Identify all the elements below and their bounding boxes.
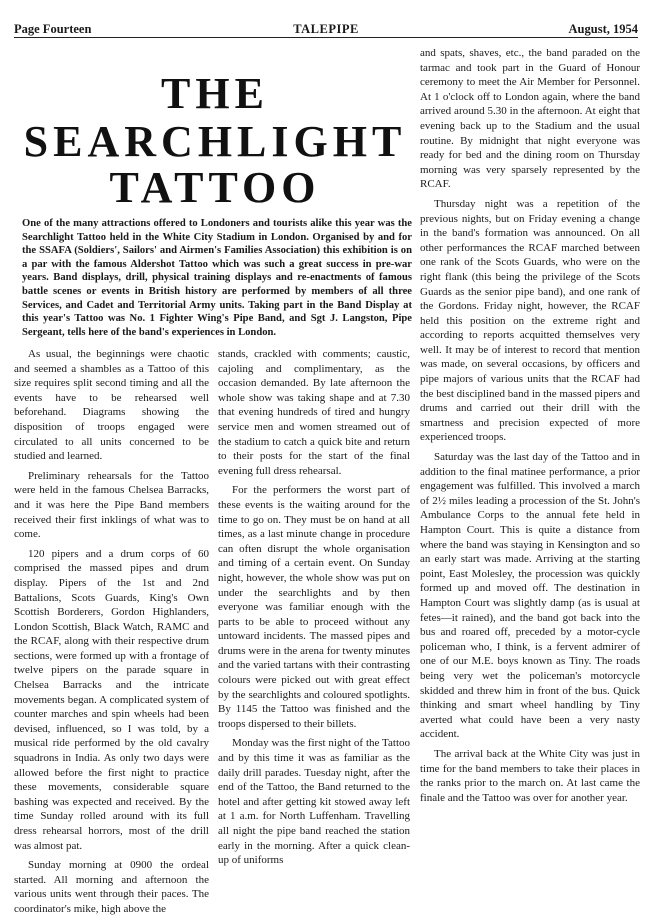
publication-name: TALEPIPE bbox=[293, 22, 359, 36]
page-number: Page Fourteen bbox=[14, 22, 92, 36]
paragraph: Sunday morning at 0900 the ordeal started. All morning and afternoon the various units went through their paces. The coordinator's mike, high above the bbox=[14, 859, 209, 915]
title-line-2: SEARCHLIGHT bbox=[23, 117, 407, 166]
title-line-1: THE bbox=[161, 69, 269, 118]
paragraph: 120 pipers and a drum corps of 60 comprised the massed pipes and drum display. Pipers of the 1st and 2nd Battalions, Scots Guards, King's Own Scottish Borderers, Gordon Highlanders, London Scottish, Black Watch, RAMC and the RCAF, along with their respective drum sections, were formed up with a frontage of twelve pipers on the parade square in Chelsea Barracks and the intricate movements began. A complicated system of counter marches and spin wheels had been devised, influenced, so I was told, by a musical ride performed by the old cavalry squadrons in India. As only two days were allowed before the first night to practice these movements, considerable square bashing was expected and received. By the time Sunday rolled around with its full dress rehearsal horrors, most of the drill was almost pat. bbox=[14, 547, 209, 852]
paragraph: As usual, the beginnings were chaotic and seemed a shambles as a Tattoo of this size requires split second timing and all the events have to be rehearsed well beforehand. Diagrams showing the disposition of troops engaged were circulated to all units concerned to be studied and learned. bbox=[14, 348, 209, 463]
paragraph: Monday was the first night of the Tattoo and by this time it was as familiar as the daily drill parades. Tuesday night, after the end of the Tattoo, the Band returned to the hotel and after getting kit stowed away left at 1 a.m. for North Luffenham. Travelling all night the pipe band reached the station early in the morning. After a quick clean-up of uniforms bbox=[218, 737, 410, 867]
paragraph: Thursday night was a repetition of the previous nights, but on Friday evening a change in the band's formation was announced. On all other performances the RCAF marched between one rank of the Scots Guards, who were on the right flank (this being the privilege of the Scots Guards as the senior pipe band), and one rank of the Gordons. Friday night, however, the RCAF held this position on the extreme right and according to reports acquitted themselves very well. It may be of interest to record that mention was made, on several occasions, by officers and pipe majors of various units that the RCAF had the best disciplined band in the massed pipers and drums and carried out their drill with the smartness and precision expected of more experienced troops. bbox=[420, 197, 640, 444]
paragraph: Preliminary rehearsals for the Tattoo were held in the famous Chelsea Barracks, and it was here the Pipe Band members received their first inklings of what was to come. bbox=[14, 469, 209, 541]
paragraph: stands, crackled with comments; caustic, cajoling and complimentary, as the occasion demanded. By late afternoon the whole show was taking shape and at 7.30 that evening hundreds of tired and hungry service men and women streamed out of the stadium to catch a quick bite and return to their posts for the start of the final evening full dress rehearsal. bbox=[218, 348, 410, 477]
column-3 bbox=[420, 46, 640, 810]
page-header bbox=[14, 22, 638, 38]
paragraph: For the performers the worst part of these events is the waiting around for the time to go on. They must be on hand at all times, as a last minute change in procedure can often disrupt the whole organisation and timing of a certain event. On Sunday night, however, the whole show was put on under the searchlights and by then everyone was familiar enough with the parts to be able to proceed without any untoward incidents. The massed pipes and drums were in the arena for twenty minutes and the varied tartans with their contrasting colours were picked out with great effect by the searchlights and coloured spotlights. By 1145 the Tattoo was finished and the troops dispersed to their billets. bbox=[218, 484, 410, 730]
header-rule bbox=[14, 37, 638, 38]
paragraph: Saturday was the last day of the Tattoo and in addition to the final matinee performance, a prior engagement was fulfilled. This involved a march of 2½ miles leading a procession of the St. John's Ambulance Corps to the annual fete held in Hampton Court. This is quite a distance from where the band was staying in Kensington and so an early start was made. Arriving at the starting point, East Molesley, the procession was quickly formed up and moved off. The destination in Hampton Court was slightly damp (as is usual at fetes—it rained), and the band got back into the bus and roared off, preceded by a motor-cycle policeman who, I think, is a fervent admirer of one of our M.E. boys known as Tiny. The roads being very wet the policeman's motorcycle skidded and threw him in front of the bus. Quick thinking and smart wheel handling by Tiny averted what could have been a very nasty accident. bbox=[420, 451, 640, 741]
issue-date: August, 1954 bbox=[568, 22, 638, 36]
column-2 bbox=[218, 347, 410, 873]
paragraph: The arrival back at the White City was just in time for the band members to take their places in the ranks prior to the march on. At last came the finale and the Tattoo was over for another year. bbox=[420, 747, 640, 804]
column-1 bbox=[14, 347, 209, 922]
article-intro: One of the many attractions offered to Londoners and tourists alike this year was the Searchlight Tattoo held in the White City Stadium in London. Organised by and for the SSAFA (Soldiers', Sailors' and Airmen's Families Association) this exhibition is on a par with the famous Aldershot Tattoo which was such a great success in pre-war years. Band displays, drill, physical training displays and re-enactments of famous battle scenes or events in British history are performed by members of all three Services, and Cadet and Territorial Army units. Taking part in the Band Display at this year's Tattoo was No. 1 Fighter Wing's Pipe Band, and Sgt J. Langston, Pipe Sergeant, tells here of the band's experiences in London. bbox=[22, 218, 412, 338]
paragraph: and spats, shaves, etc., the band paraded on the tarmac and took part in the Guard of Honour ceremony to meet the Air Member for Personnel. At 1 o'clock off to London again, where the band arrived around 5.30 in the afternoon. At eight that evening back up to the Stadium and the usual routine. By midnight that night everyone was ready for bed and the dining room on Thursday morning was very sparsely represented by the RCAF. bbox=[420, 47, 640, 191]
title-line-3: TATTOO bbox=[109, 163, 321, 212]
